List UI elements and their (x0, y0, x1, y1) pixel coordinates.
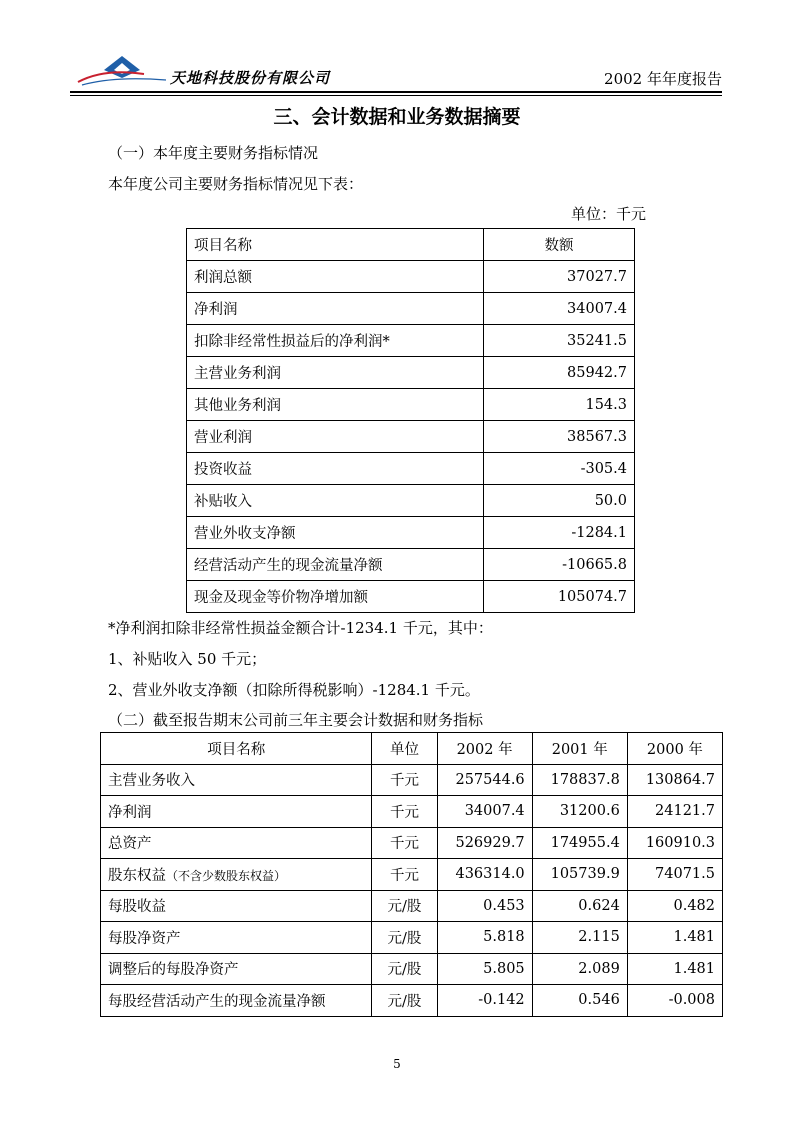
company-logo-icon (74, 52, 170, 90)
three-year-data-table (100, 732, 723, 1017)
row-name-note: （不含少数股东权益） (166, 868, 287, 883)
footnote-item: 1、补贴收入 50 千元； (108, 650, 267, 668)
row-name-text: 主营业务收入 (108, 773, 195, 790)
row-name (101, 859, 372, 891)
row-unit: 元/股 (372, 922, 437, 954)
row-name-text: 每股净资产 (108, 930, 181, 947)
row-value: -305.4 (484, 453, 635, 485)
page-number: 5 (393, 1057, 401, 1071)
value-2001: 174955.4 (532, 827, 627, 859)
section1-heading: （一）本年度主要财务指标情况 (108, 144, 319, 162)
value-2000: 160910.3 (627, 827, 722, 859)
column-header: 单位 (372, 733, 437, 765)
column-header: 2002 年 (437, 733, 532, 765)
table-row (101, 859, 723, 891)
row-name: 营业利润 (187, 421, 484, 453)
value-2002: 5.805 (437, 953, 532, 985)
column-header: 项目名称 (101, 733, 372, 765)
footnote: *净利润扣除非经常性损益金额合计-1234.1 千元，其中： (108, 619, 493, 637)
table-row (187, 389, 635, 421)
column-header: 项目名称 (187, 229, 484, 261)
row-name-text: 股东权益 (108, 867, 166, 884)
row-name: 营业外收支净额 (187, 517, 484, 549)
value-2000: -0.008 (627, 985, 722, 1017)
table-header-row (101, 733, 723, 765)
row-name (101, 985, 372, 1017)
value-2002: 5.818 (437, 922, 532, 954)
table-row (101, 922, 723, 954)
table-row (101, 953, 723, 985)
value-2002: 0.453 (437, 890, 532, 922)
footnote-item: 2、营业外收支净额（扣除所得税影响）-1284.1 千元。 (108, 681, 480, 699)
row-unit: 千元 (372, 764, 437, 796)
row-name: 净利润 (187, 293, 484, 325)
row-value: 105074.7 (484, 581, 635, 613)
section1-intro: 本年度公司主要财务指标情况见下表： (108, 175, 364, 193)
row-name: 补贴收入 (187, 485, 484, 517)
section2-heading: （二）截至报告期末公司前三年主要会计数据和财务指标 (108, 711, 484, 729)
row-name: 现金及现金等价物净增加额 (187, 581, 484, 613)
row-name (101, 953, 372, 985)
table-header-row (187, 229, 635, 261)
row-unit: 元/股 (372, 890, 437, 922)
section-title: 三、会计数据和业务数据摘要 (273, 106, 521, 128)
table-row (187, 581, 635, 613)
header-divider-thin (70, 95, 722, 96)
table-row (187, 325, 635, 357)
value-2002: 34007.4 (437, 796, 532, 828)
table-row (187, 357, 635, 389)
value-2001: 2.089 (532, 953, 627, 985)
header-divider-thick (70, 91, 722, 93)
row-name: 主营业务利润 (187, 357, 484, 389)
value-2001: 0.546 (532, 985, 627, 1017)
value-2002: -0.142 (437, 985, 532, 1017)
value-2000: 24121.7 (627, 796, 722, 828)
value-2001: 31200.6 (532, 796, 627, 828)
table-row (187, 421, 635, 453)
row-value: 85942.7 (484, 357, 635, 389)
value-2000: 74071.5 (627, 859, 722, 891)
row-unit: 千元 (372, 827, 437, 859)
table-row (101, 985, 723, 1017)
table-row (187, 293, 635, 325)
row-value: 50.0 (484, 485, 635, 517)
value-2001: 2.115 (532, 922, 627, 954)
report-year: 2002 年年度报告 (604, 70, 722, 88)
table-row (101, 796, 723, 828)
row-name: 经营活动产生的现金流量净额 (187, 549, 484, 581)
table-row (187, 485, 635, 517)
row-name (101, 764, 372, 796)
row-name-text: 每股收益 (108, 899, 166, 916)
value-2000: 0.482 (627, 890, 722, 922)
value-2000: 130864.7 (627, 764, 722, 796)
row-value: 35241.5 (484, 325, 635, 357)
row-unit: 元/股 (372, 953, 437, 985)
column-header: 数额 (484, 229, 635, 261)
row-value: -1284.1 (484, 517, 635, 549)
row-unit: 千元 (372, 796, 437, 828)
column-header: 2000 年 (627, 733, 722, 765)
financial-indicators-table (186, 228, 635, 613)
row-name-text: 总资产 (108, 836, 152, 853)
table-row (101, 764, 723, 796)
value-2001: 105739.9 (532, 859, 627, 891)
table-row (101, 827, 723, 859)
row-value: 154.3 (484, 389, 635, 421)
row-name-text: 每股经营活动产生的现金流量净额 (108, 993, 326, 1010)
unit-note: 单位：千元 (571, 205, 647, 223)
table-row (187, 549, 635, 581)
row-name: 扣除非经常性损益后的净利润* (187, 325, 484, 357)
table-row (187, 517, 635, 549)
row-name-text: 净利润 (108, 804, 152, 821)
value-2001: 178837.8 (532, 764, 627, 796)
table-row (187, 453, 635, 485)
value-2001: 0.624 (532, 890, 627, 922)
table-row (187, 261, 635, 293)
row-value: 37027.7 (484, 261, 635, 293)
row-name (101, 922, 372, 954)
value-2000: 1.481 (627, 953, 722, 985)
page-header (70, 48, 722, 92)
value-2000: 1.481 (627, 922, 722, 954)
row-name: 利润总额 (187, 261, 484, 293)
table-row (101, 890, 723, 922)
row-name (101, 890, 372, 922)
company-name: 天地科技股份有限公司 (170, 69, 331, 87)
row-value: -10665.8 (484, 549, 635, 581)
row-value: 34007.4 (484, 293, 635, 325)
row-name-text: 调整后的每股净资产 (108, 962, 239, 979)
row-name: 其他业务利润 (187, 389, 484, 421)
row-value: 38567.3 (484, 421, 635, 453)
row-name (101, 796, 372, 828)
column-header: 2001 年 (532, 733, 627, 765)
row-unit: 元/股 (372, 985, 437, 1017)
value-2002: 436314.0 (437, 859, 532, 891)
value-2002: 257544.6 (437, 764, 532, 796)
value-2002: 526929.7 (437, 827, 532, 859)
row-unit: 千元 (372, 859, 437, 891)
row-name (101, 827, 372, 859)
row-name: 投资收益 (187, 453, 484, 485)
